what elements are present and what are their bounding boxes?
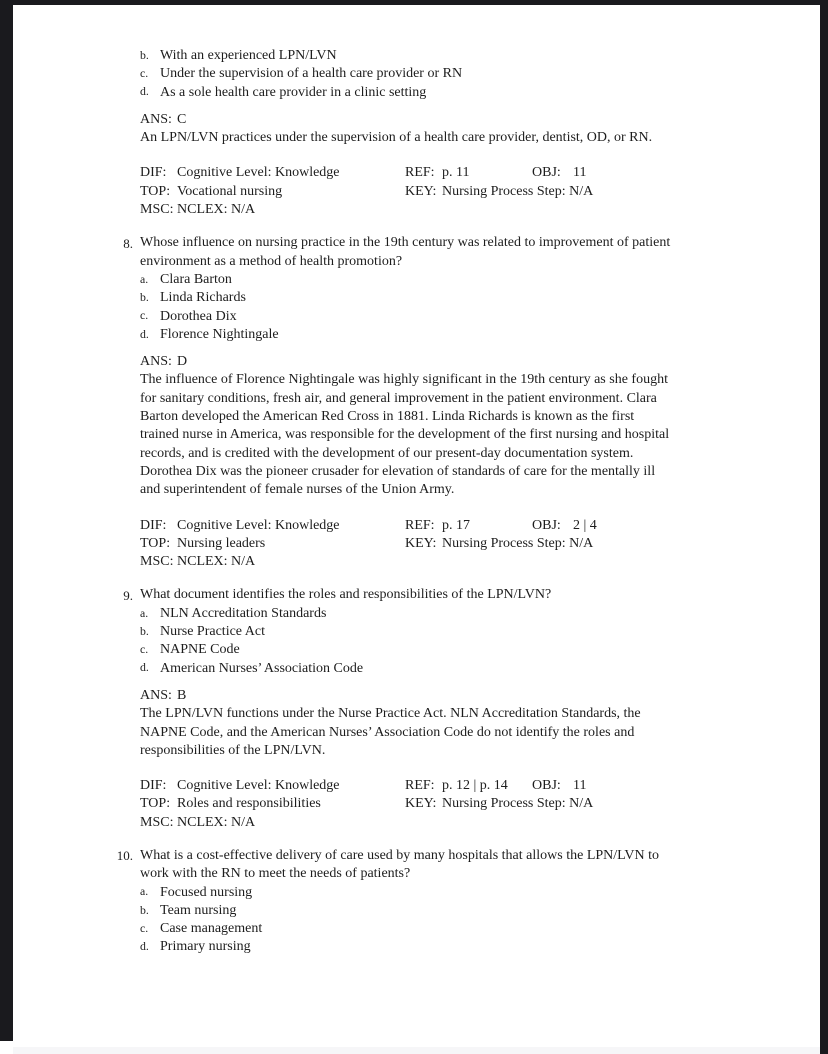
dif-field — [140, 164, 405, 182]
option-row — [140, 884, 803, 902]
ref-value: p. 11 — [442, 165, 470, 181]
msc-value: NCLEX: N/A — [177, 202, 256, 218]
answer-section — [140, 111, 803, 148]
question-number: 9. — [123, 587, 133, 603]
option-letter: d. — [140, 84, 149, 99]
page-edge-bottom — [13, 1047, 820, 1054]
option-text: Focused nursing — [160, 884, 253, 900]
answer-value: B — [177, 687, 187, 703]
option-text: With an experienced LPN/LVN — [160, 48, 337, 63]
ref-obj-field — [405, 517, 803, 535]
option-row — [140, 641, 803, 659]
answer-section — [140, 687, 803, 760]
ref-label: REF: — [405, 517, 435, 533]
msc-label: MSC: — [140, 554, 174, 570]
dif-field — [140, 517, 405, 535]
key-value: Nursing Process Step: N/A — [442, 796, 594, 812]
dif-label: DIF: — [140, 165, 167, 181]
answer-label: ANS: — [140, 111, 172, 127]
question-text-line: What is a cost-effective delivery of care used by many hospitals that allows the LPN/LVN to — [140, 847, 660, 863]
ref-value: p. 12 | p. 14 — [442, 778, 508, 794]
meta-block — [140, 777, 803, 832]
question-text-line: What document identifies the roles and responsibilities of the LPN/LVN? — [140, 587, 552, 603]
meta-row — [140, 164, 803, 182]
answer-value: C — [177, 111, 187, 127]
msc-field — [140, 201, 405, 219]
option-text: Nurse Practice Act — [160, 624, 265, 640]
option-row — [140, 47, 803, 65]
page-edge-right — [820, 0, 828, 1054]
top-value: Vocational nursing — [177, 183, 283, 199]
option-letter: d. — [140, 326, 149, 341]
rationale-line: for sanitary conditions, fresh air, and general improvement in the patient environment. Clara — [140, 390, 657, 406]
option-row — [140, 289, 803, 307]
key-value: Nursing Process Step: N/A — [442, 535, 594, 551]
page-edge-top — [0, 0, 828, 5]
question-text-line: Whose influence on nursing practice in the 19th century was related to improvement of patient — [140, 235, 671, 251]
option-letter: b. — [140, 290, 149, 305]
top-field — [140, 183, 405, 201]
key-field — [405, 795, 803, 813]
option-letter: b. — [140, 902, 149, 917]
top-value: Nursing leaders — [177, 535, 266, 551]
meta-row — [140, 553, 803, 571]
meta-row — [140, 535, 803, 553]
rationale-line: responsibilities of the LPN/LVN. — [140, 742, 326, 758]
msc-value: NCLEX: N/A — [177, 814, 256, 830]
answer-label: ANS: — [140, 354, 172, 370]
option-row — [140, 902, 803, 920]
question-block-8 — [123, 234, 803, 571]
option-text: As a sole health care provider in a clinic setting — [160, 84, 427, 100]
key-value: Nursing Process Step: N/A — [442, 183, 594, 199]
rationale-line: The LPN/LVN functions under the Nurse Practice Act. NLN Accreditation Standards, the — [140, 706, 641, 722]
option-letter: b. — [140, 47, 149, 62]
answer-line — [140, 111, 803, 129]
option-row — [140, 938, 803, 956]
answer-value: D — [177, 354, 188, 370]
key-field — [405, 183, 803, 201]
ref-obj-field — [405, 164, 803, 182]
option-text: Primary nursing — [160, 939, 251, 955]
document-content — [113, 47, 803, 957]
option-text: Under the supervision of a health care provider or RN — [160, 66, 463, 82]
option-letter: a. — [140, 884, 149, 899]
top-label: TOP: — [140, 535, 171, 551]
question-block-9 — [123, 586, 803, 832]
top-field — [140, 535, 405, 553]
option-text: Florence Nightingale — [160, 326, 279, 342]
dif-value: Cognitive Level: Knowledge — [177, 517, 340, 533]
question-head — [116, 847, 803, 884]
option-text: Case management — [160, 921, 263, 937]
option-letter: c. — [140, 642, 149, 657]
obj-value: 11 — [573, 165, 587, 181]
option-row — [140, 326, 803, 344]
obj-value: 2 | 4 — [573, 517, 597, 533]
question-block-7-continued — [140, 47, 803, 219]
answer-line — [140, 353, 803, 371]
question-number: 10. — [116, 848, 133, 864]
answer-line — [140, 687, 803, 705]
rationale-line: Barton developed the American Red Cross in 1881. Linda Richards is known as the first — [140, 409, 635, 425]
option-row — [140, 920, 803, 938]
option-row — [140, 605, 803, 623]
question-text-line: work with the RN to meet the needs of patients? — [140, 866, 411, 882]
meta-row — [140, 183, 803, 201]
option-row — [140, 623, 803, 641]
dif-label: DIF: — [140, 778, 167, 794]
meta-block — [140, 164, 803, 219]
rationale-line: records, and is credited with the development of our present-day documentation system. — [140, 445, 634, 461]
meta-row — [140, 201, 803, 219]
option-letter: c. — [140, 920, 149, 935]
question-block-10 — [116, 847, 803, 957]
ref-label: REF: — [405, 165, 435, 181]
key-label: KEY: — [405, 183, 437, 199]
question-head — [123, 234, 803, 271]
option-letter: a. — [140, 271, 149, 286]
dif-value: Cognitive Level: Knowledge — [177, 165, 340, 181]
msc-field — [140, 553, 405, 571]
key-label: KEY: — [405, 535, 437, 551]
option-row — [140, 271, 803, 289]
option-row — [140, 65, 803, 83]
question-head — [123, 586, 803, 604]
dif-field — [140, 777, 405, 795]
obj-label: OBJ: — [532, 517, 561, 533]
meta-row — [140, 777, 803, 795]
option-text: Team nursing — [160, 902, 237, 918]
rationale-line: The influence of Florence Nightingale was highly significant in the 19th century as she fought — [140, 372, 668, 388]
option-letter: c. — [140, 66, 149, 81]
ref-value: p. 17 — [442, 517, 470, 533]
obj-value: 11 — [573, 778, 587, 794]
msc-field — [140, 814, 405, 832]
meta-row — [140, 517, 803, 535]
meta-block — [140, 517, 803, 572]
rationale-line: An LPN/LVN practices under the supervision of a health care provider, dentist, OD, or RN. — [140, 130, 653, 146]
meta-row — [140, 814, 803, 832]
option-letter: d. — [140, 939, 149, 954]
option-letter: c. — [140, 308, 149, 323]
key-label: KEY: — [405, 796, 437, 812]
msc-label: MSC: — [140, 814, 174, 830]
option-text: Clara Barton — [160, 271, 232, 287]
option-letter: b. — [140, 623, 149, 638]
option-text: NLN Accreditation Standards — [160, 605, 327, 621]
answer-label: ANS: — [140, 687, 172, 703]
option-text: Dorothea Dix — [160, 308, 237, 324]
ref-obj-field — [405, 777, 803, 795]
rationale-line: Dorothea Dix was the pioneer crusader for elevation of standards of care for the mentally ill — [140, 463, 656, 479]
question-text-line: environment as a method of health promotion? — [140, 253, 403, 269]
question-number: 8. — [123, 235, 133, 251]
rationale-line: NAPNE Code, and the American Nurses’ Association Code do not identify the roles and — [140, 724, 635, 740]
option-row — [140, 660, 803, 678]
top-label: TOP: — [140, 183, 171, 199]
dif-value: Cognitive Level: Knowledge — [177, 778, 340, 794]
rationale-line: trained nurse in America, was responsible for the development of the first nursing and hospital — [140, 427, 670, 443]
top-field — [140, 795, 405, 813]
option-text: American Nurses’ Association Code — [160, 660, 364, 676]
option-row — [140, 308, 803, 326]
top-label: TOP: — [140, 796, 171, 812]
option-row — [140, 84, 803, 102]
dif-label: DIF: — [140, 517, 167, 533]
answer-section — [140, 353, 803, 499]
option-text: NAPNE Code — [160, 642, 240, 658]
obj-label: OBJ: — [532, 165, 561, 181]
option-letter: a. — [140, 605, 149, 620]
meta-row — [140, 795, 803, 813]
key-field — [405, 535, 803, 553]
msc-value: NCLEX: N/A — [177, 554, 256, 570]
obj-label: OBJ: — [532, 778, 561, 794]
top-value: Roles and responsibilities — [177, 796, 321, 812]
option-text: Linda Richards — [160, 290, 246, 306]
option-letter: d. — [140, 660, 149, 675]
rationale-line: and superintendent of female nurses of the Union Army. — [140, 482, 455, 498]
msc-label: MSC: — [140, 202, 174, 218]
ref-label: REF: — [405, 778, 435, 794]
page-edge-left — [0, 0, 13, 1041]
